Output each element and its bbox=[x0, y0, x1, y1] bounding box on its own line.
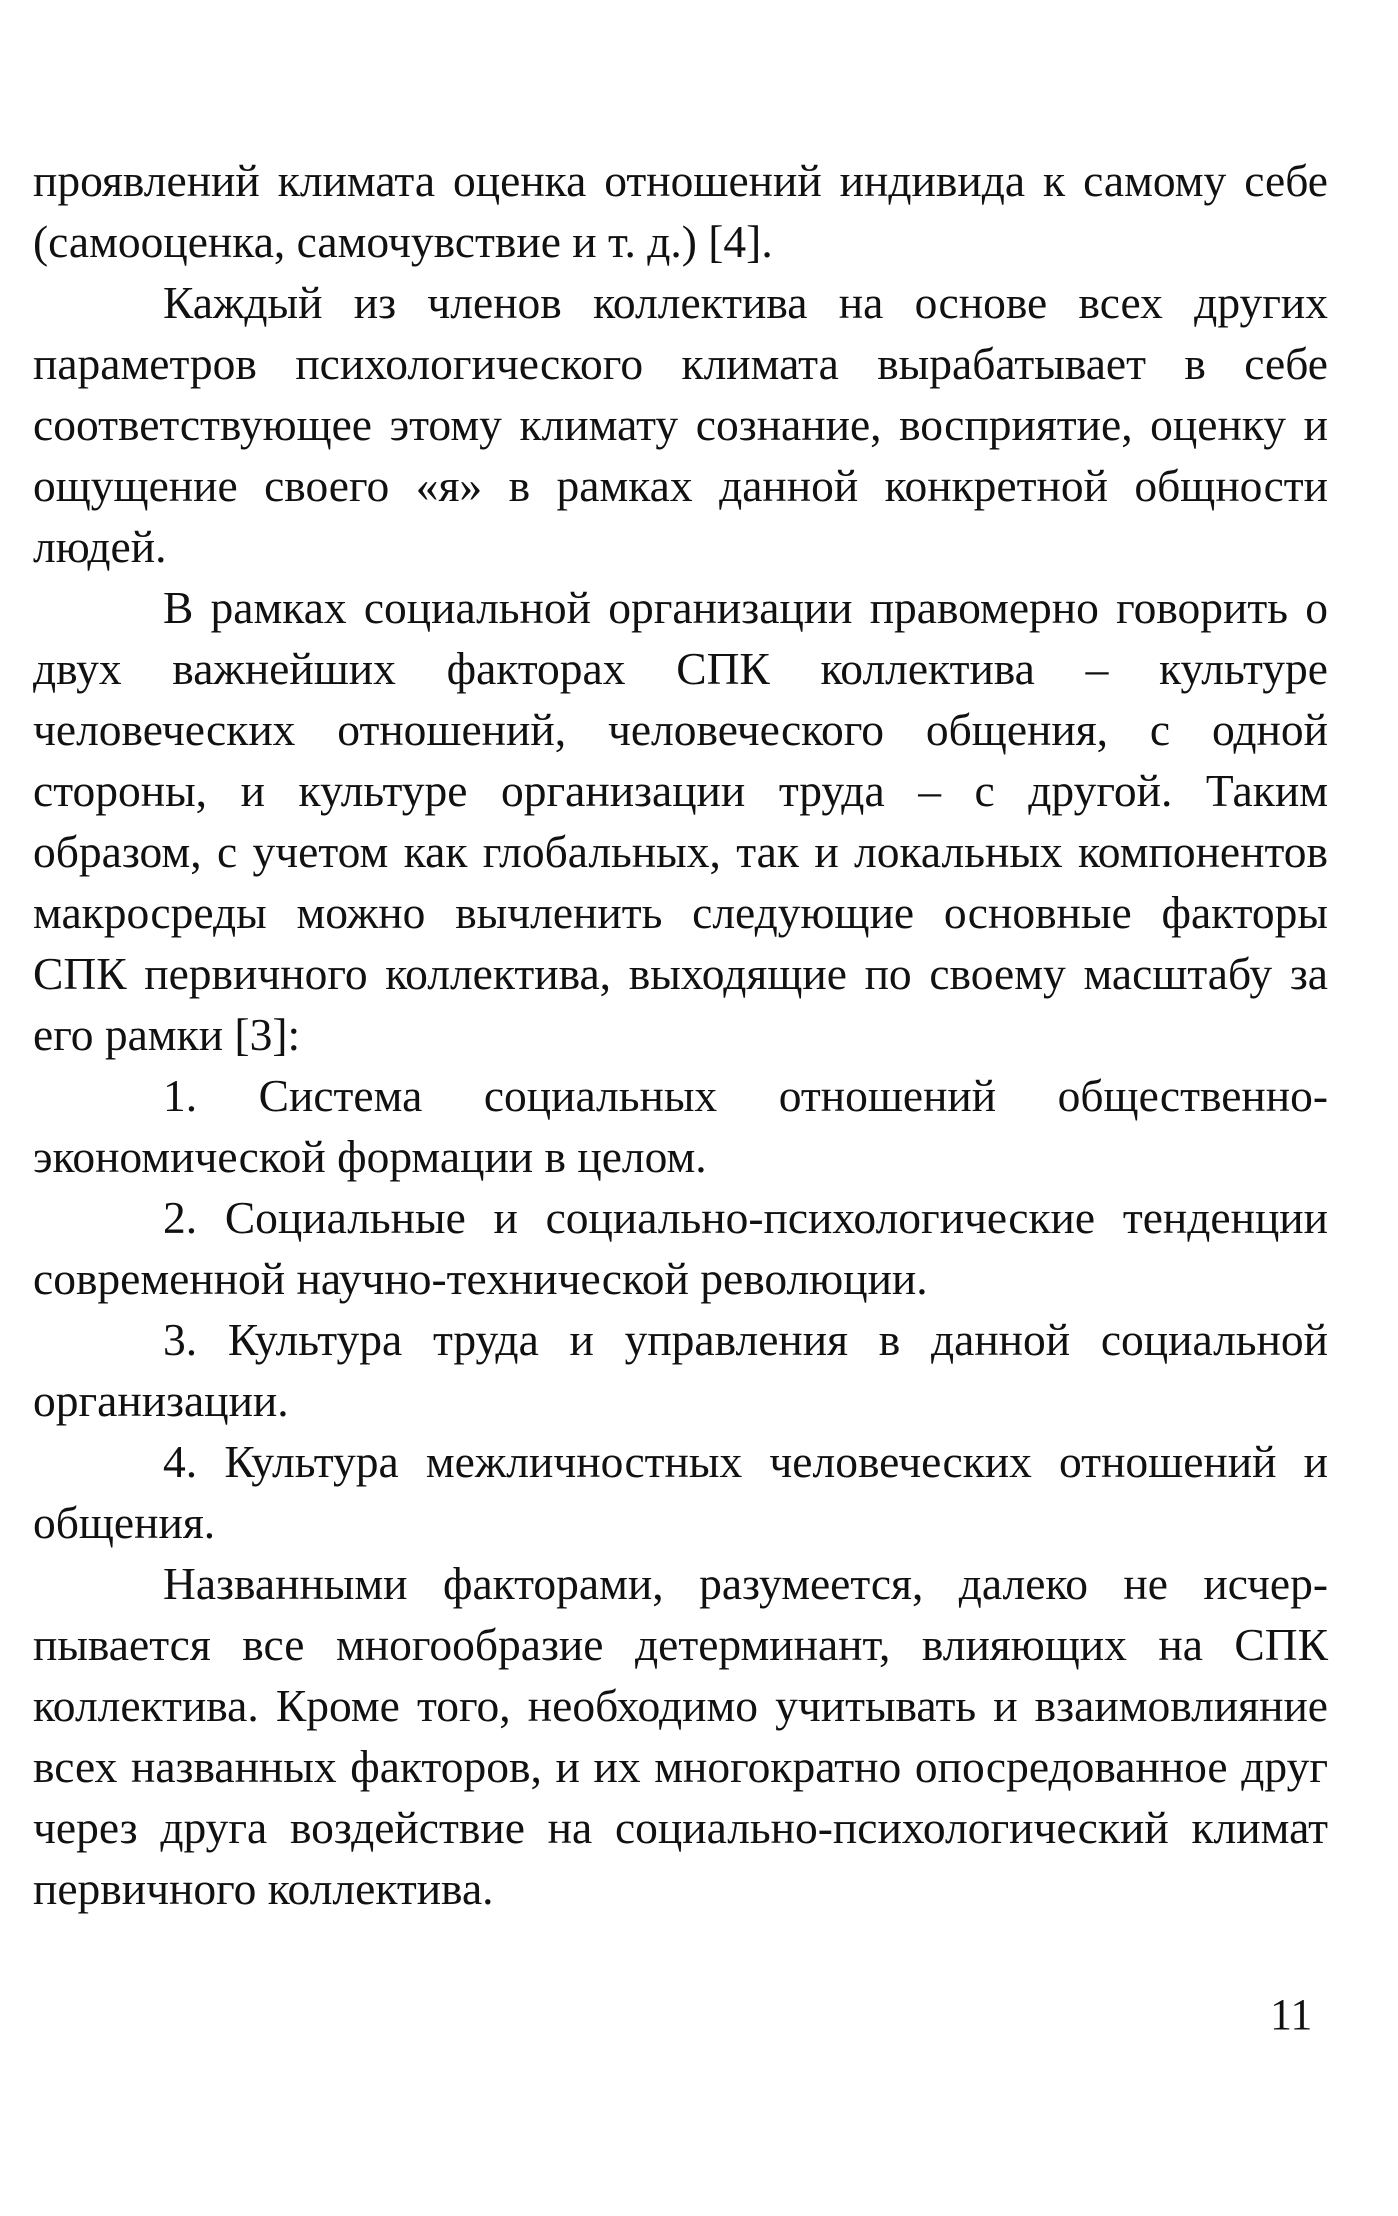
paragraph-spk-factors: В рамках социальной организации правомерно говорить о двух важнейших факторах СПК коллектива – культуре человеческих отношений, человеческого общения, с одной стороны, и культуре организации труда – с другой. Таким образом, с учетом как глобальных, так и локальных компонентов макросреды можно вычленить следующие основные факторы СПК первичного коллектива, выходящие по своему масштабу за его рамки [3]: bbox=[33, 582, 1328, 1060]
list-item-1: 1. Система социальных отношений общественно-экономической формации в целом. bbox=[33, 1070, 1328, 1182]
list-item-3: 3. Культура труда и управления в данной социальной организации. bbox=[33, 1314, 1328, 1426]
page-body bbox=[33, 150, 1328, 1919]
list-item-2: 2. Социальные и социально-психологические тенденции современной научно-технической революции. bbox=[33, 1192, 1328, 1304]
paragraph-collective-members: Каждый из членов коллектива на основе всех других параметров психологического климата вырабатывает в себе соответствующее этому климату сознание, восприятие, оценку и ощущение своего «я» в рамках данной конкретной общности людей. bbox=[33, 277, 1328, 572]
page-number: 11 bbox=[1270, 1990, 1313, 2039]
paragraph-conclusion: Названными факторами, разумеется, далеко не исчерпывается все многообразие детерминант, влияющих на СПК коллектива. Кроме того, необходимо учитывать и взаимовлияние всех названных факторов, и их многократно опосредованное друг через друга воздействие на социально-психологический климат первичного коллектива. bbox=[33, 1558, 1328, 1914]
list-item-4: 4. Культура межличностных человеческих отношений и общения. bbox=[33, 1436, 1328, 1548]
paragraph-continuation: проявлений климата оценка отношений индивида к самому себе (самооценка, самочувствие и т. д.) [4]. bbox=[33, 155, 1328, 267]
